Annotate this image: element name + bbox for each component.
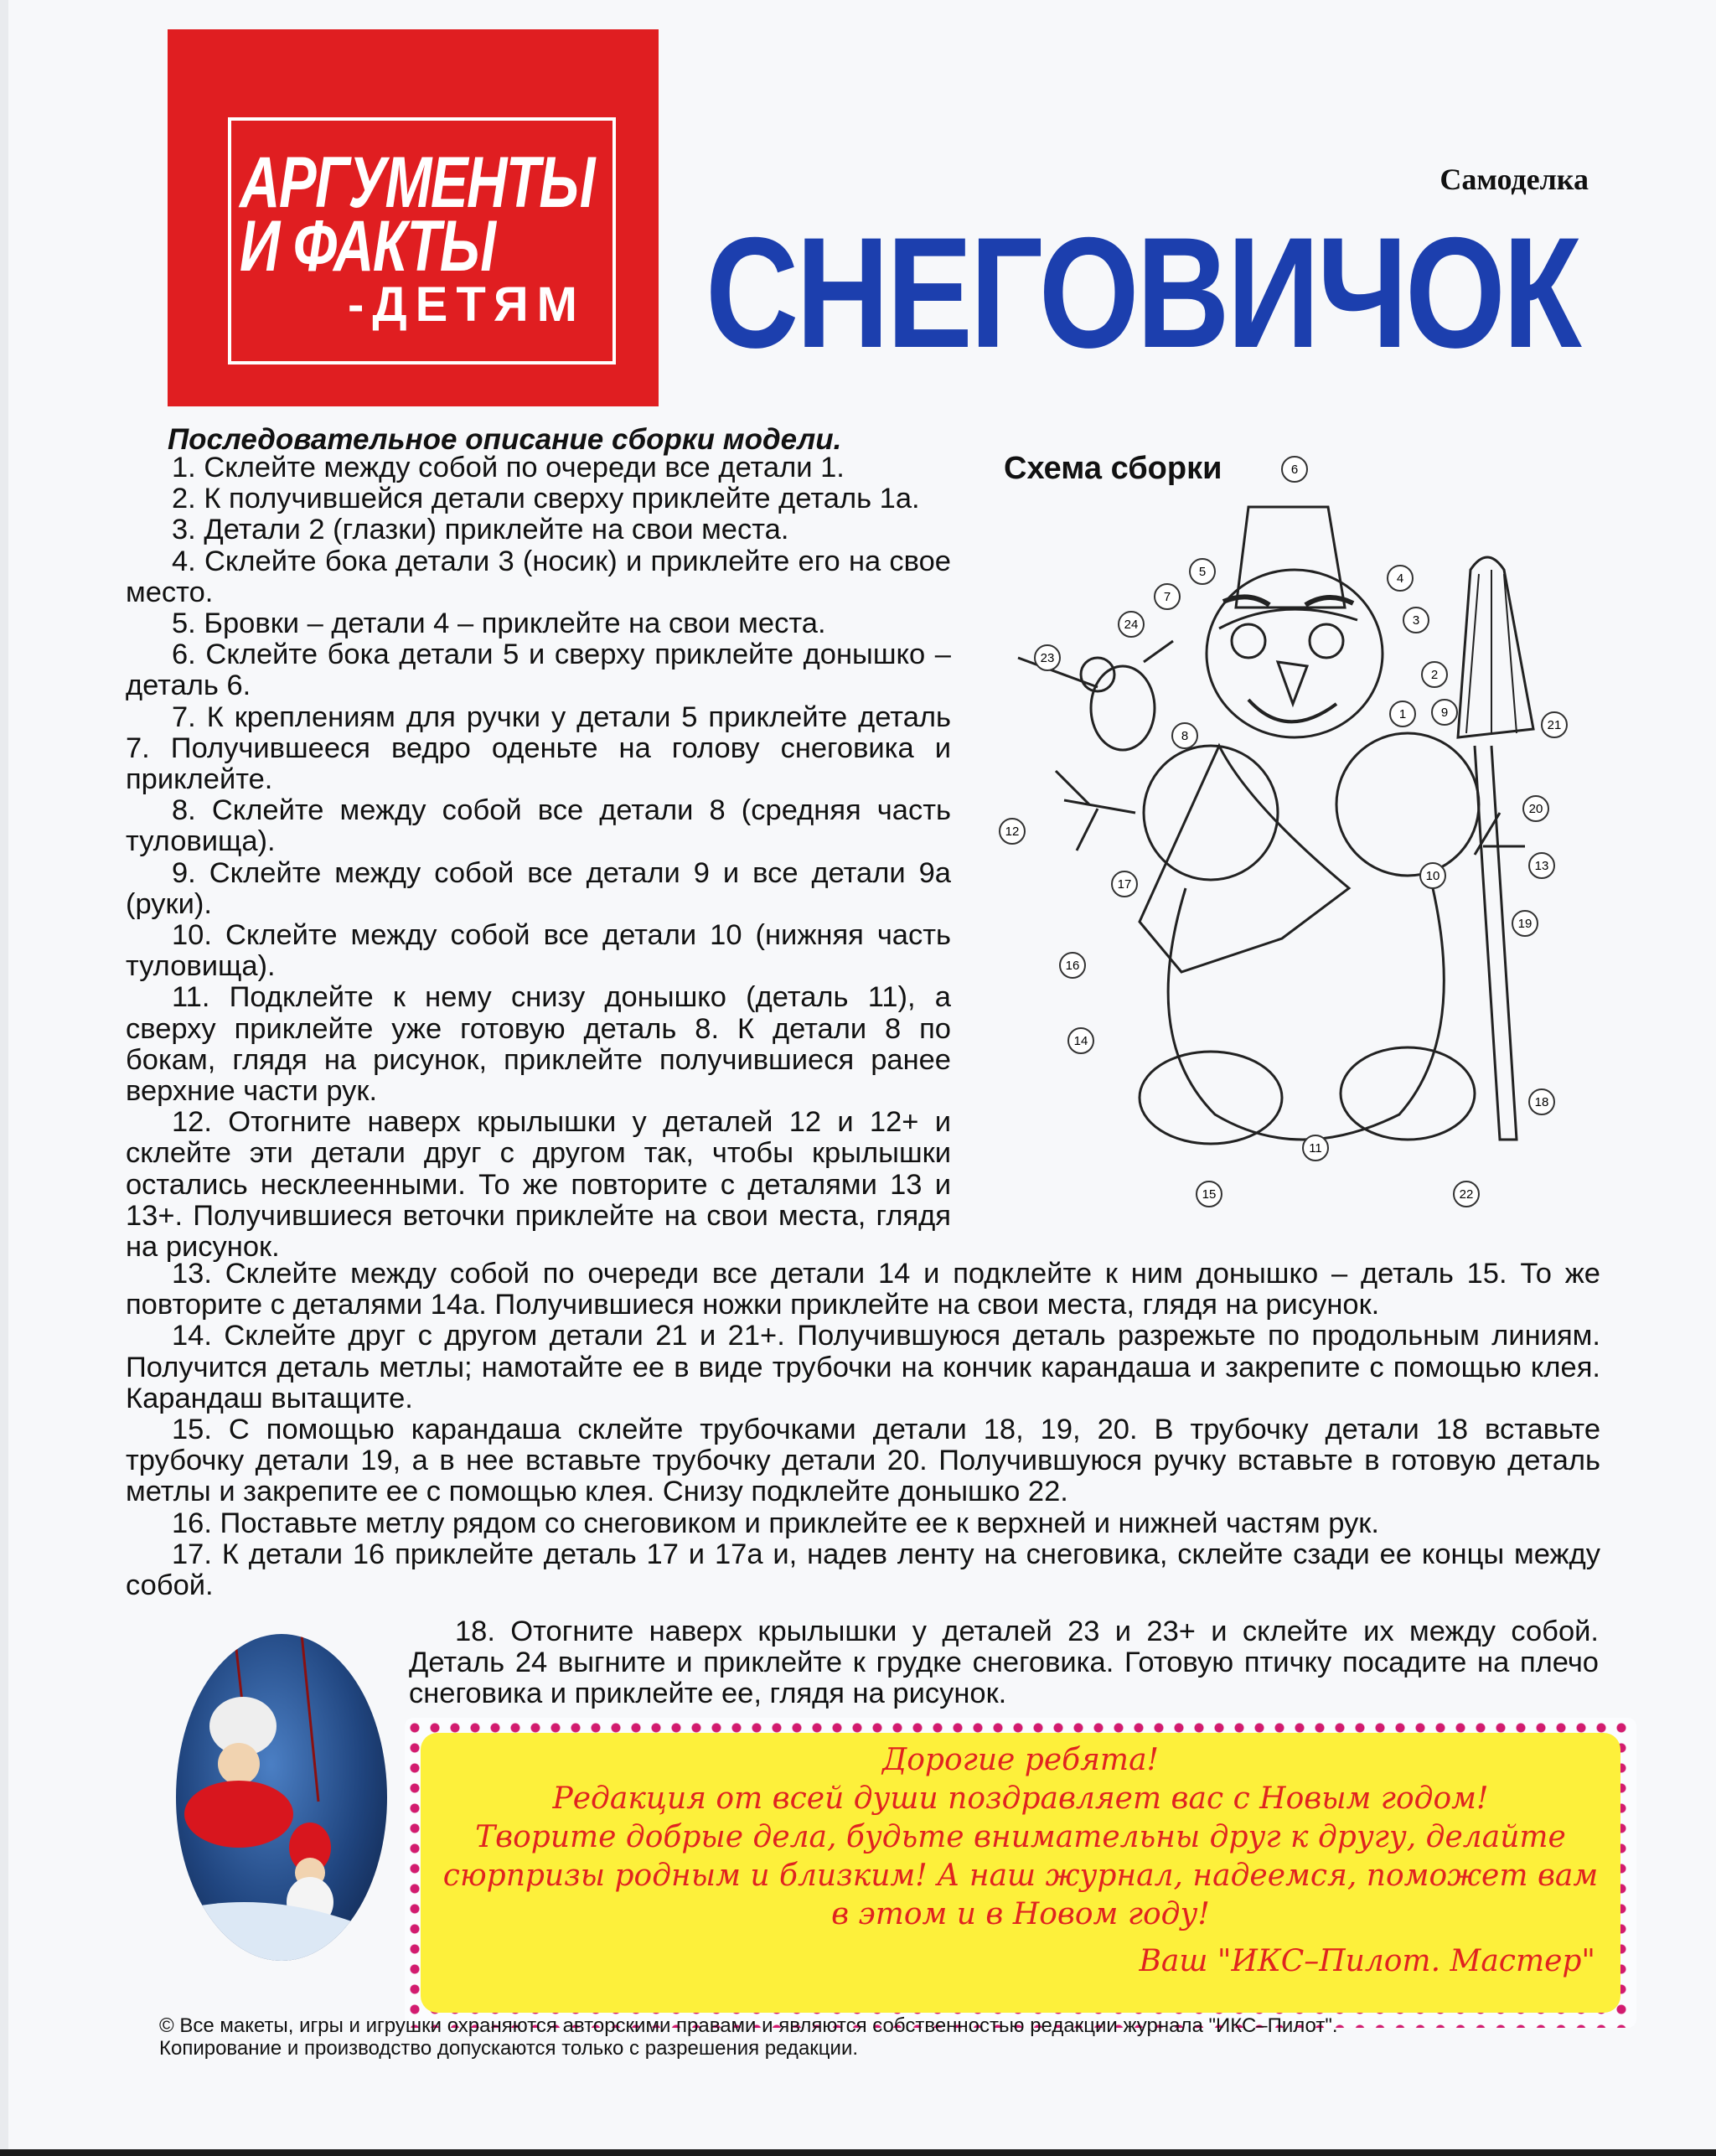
step-11: 11. Подклейте к нему снизу донышко (деталь 11), а сверху приклейте уже готовую деталь 8. К детали 8 по бокам, глядя на рисунок, приклейте получившиеся ранее верхние части рук. [126,981,951,1108]
assembly-diagram [997,452,1592,1223]
label-18 [1529,1089,1554,1114]
copyright-line-1: © Все макеты, игры и игрушки охраняются авторскими правами и являются собственностью редакции журнала "ИКС–Пилот". [159,2014,1338,2037]
label-15 [1197,1181,1222,1207]
label-17 [1112,871,1137,897]
step-7: 7. К креплениям для ручки у детали 5 приклейте деталь 7. Получившееся ведро оденьте на голову снеговика и приклейте. [126,701,951,796]
svg-text:7: 7 [1163,590,1171,604]
svg-text:1: 1 [1398,707,1407,721]
magazine-logo [168,29,659,406]
label-12 [1000,819,1025,844]
broom-head [1458,557,1533,737]
svg-text:11: 11 [1309,1141,1322,1156]
greeting-line-1: Дорогие ребята! [881,1743,1159,1777]
right-eye [1310,624,1343,658]
step-16: 16. Поставьте метлу рядом со снеговиком и приклейте ее к верхней и нижней частям рук. [172,1507,1379,1539]
label-23 [1035,645,1060,670]
label-1 [1390,701,1415,726]
broom-handle [1475,746,1517,1140]
instructions-wide [126,1259,1600,1601]
step-18: 18. Отогните наверх крылышки у деталей 23 и 23+ и склейте их между собой. Деталь 24 выгните и приклейте к грудке снеговика. Готовую птичку посадите на плечо снеговика и приклейте ее, глядя на рисунок. [409,1616,1599,1710]
left-brow [1223,597,1269,605]
svg-text:18: 18 [1534,1095,1549,1109]
svg-text:9: 9 [1440,706,1449,720]
step-14: 14. Склейте друг с другом детали 21 и 21+. Получившуюся деталь разрежьте по продольным линиям. Получится деталь метлы; намотайте ее в виде трубочки на кончик карандаша и закрепите с помощью клея. Карандаш вытащите. [126,1320,1600,1414]
step-12: 12. Отогните наверх крылышки у деталей 12 и 12+ и склейте эти детали друг с другом так, чтобы крылышки остались несклеенными. То же повторите с деталями 13 и 13+. Получившиеся веточки приклейте на свои места, глядя на рисунок. [126,1106,951,1264]
page-edge [0,0,8,2156]
head-shape [1207,570,1383,737]
svg-text:3: 3 [1412,613,1420,628]
label-2 [1422,662,1447,687]
svg-text:8: 8 [1181,729,1189,743]
lower-body [1168,888,1444,1140]
part-labels [1000,457,1567,1207]
svg-text:20: 20 [1528,802,1543,816]
greeting-box [421,1733,1620,2013]
svg-text:19: 19 [1517,917,1533,931]
label-6 [1282,457,1307,482]
label-21 [1542,712,1567,737]
step-4: 4. Склейте бока детали 3 (носик) и приклейте его на свое место. [126,545,951,608]
finished-toys-photo [176,1634,387,1961]
label-4 [1388,566,1413,591]
page-bottom-edge [0,2149,1716,2156]
svg-text:5: 5 [1198,565,1207,579]
bucket-shape [1236,507,1345,608]
snowman-outline [1018,507,1533,1144]
svg-text:10: 10 [1425,869,1440,883]
branch-left [1056,771,1135,851]
logo-line-2: И ФАКТЫ [240,206,495,287]
greeting-signature: Ваш "ИКС–Пилот. Мастер" [1139,1944,1595,1978]
scarf [1140,746,1349,972]
step-10: 10. Склейте между собой все детали 10 (нижняя часть туловища). [126,919,951,983]
greeting-line-3: Творите добрые дела, будьте внимательны друг к другу, делайте [475,1820,1566,1854]
svg-text:15: 15 [1202,1187,1217,1202]
instructions-heading: Последовательное описание сборки модели. [168,423,842,456]
label-5 [1190,559,1215,584]
step-5: 5. Бровки – детали 4 – приклейте на свои места. [172,608,826,640]
step-9: 9. Склейте между собой все детали 9 и все детали 9а (руки). [126,856,951,920]
label-10 [1420,863,1445,888]
svg-text:2: 2 [1430,668,1439,682]
label-16 [1060,953,1085,978]
svg-text:4: 4 [1396,571,1404,586]
label-19 [1512,911,1538,936]
right-arm-ball [1336,733,1479,876]
logo-line-1: АРГУМЕНТЫ [240,142,594,223]
section-label: Самоделка [1439,163,1589,196]
right-brow [1305,597,1353,605]
step-3: 3. Детали 2 (глазки) приклейте на свои места. [172,514,789,546]
label-9 [1432,700,1457,725]
svg-text:12: 12 [1005,825,1020,839]
svg-text:6: 6 [1290,463,1299,477]
step-17: 17. К детали 16 приклейте деталь 17 и 17а и, надев ленту на снеговика, склейте сзади ее концы между собой. [126,1538,1600,1602]
left-eye [1232,624,1265,658]
greeting-line-2: Редакция от всей души поздравляет вас с Новым годом! [552,1781,1489,1816]
greeting-line-5: в этом и в Новом году! [831,1897,1210,1931]
svg-text:22: 22 [1459,1187,1474,1202]
label-7 [1155,584,1180,609]
label-20 [1523,796,1548,821]
svg-text:23: 23 [1040,651,1055,665]
step-6: 6. Склейте бока детали 5 и сверху приклейте донышко – деталь 6. [126,639,951,702]
label-14 [1068,1028,1093,1053]
step-13: 13. Склейте между собой по очереди все детали 14 и подклейте к ним донышко – деталь 15. То же повторите с деталями 14а. Получившиеся ножки приклейте на свои места, глядя на рисунок. [126,1258,1600,1321]
nose [1278,662,1307,704]
label-22 [1454,1181,1479,1207]
logo-line-3: -ДЕТЯМ [348,277,586,332]
step-2: 2. К получившейся детали сверху приклейте деталь 1а. [172,483,920,515]
label-13 [1529,853,1554,878]
page-title: СНЕГОВИЧОК [706,204,1579,380]
instructions-narrow [126,452,951,1263]
bird-body [1091,666,1155,750]
svg-text:17: 17 [1117,877,1132,892]
step-1: 1. Склейте между собой по очереди все детали 1. [172,452,845,483]
greeting-line-4: сюрпризы родным и близким! А наш журнал, надеемся, поможет вам [442,1859,1599,1893]
label-24 [1119,612,1144,637]
label-11 [1303,1135,1328,1161]
label-3 [1403,608,1429,633]
svg-text:21: 21 [1547,718,1562,732]
copyright-line-2: Копирование и производство допускаются только с разрешения редакции. [159,2037,859,2060]
diagram-title: Схема сборки [1004,451,1222,486]
step-8: 8. Склейте между собой все детали 8 (средняя часть туловища). [126,794,951,858]
svg-text:24: 24 [1124,618,1139,632]
svg-text:16: 16 [1065,959,1080,973]
instructions-bottom [409,1616,1599,1710]
svg-text:13: 13 [1534,859,1549,873]
step-15: 15. С помощью карандаша склейте трубочками детали 18, 19, 20. В трубочку детали 18 вставьте трубочку детали 19, а в нее вставьте трубочку детали 20. Получившуюся ручку вставьте в готовую деталь метлы и закрепите ее с помощью клея. Снизу подклейте донышко 22. [126,1414,1600,1508]
svg-text:14: 14 [1073,1034,1088,1048]
copyright-notice [159,2014,1617,2060]
label-8 [1172,723,1197,748]
right-foot [1341,1047,1475,1140]
left-foot [1140,1052,1282,1144]
toys-illustration [176,1634,387,1961]
